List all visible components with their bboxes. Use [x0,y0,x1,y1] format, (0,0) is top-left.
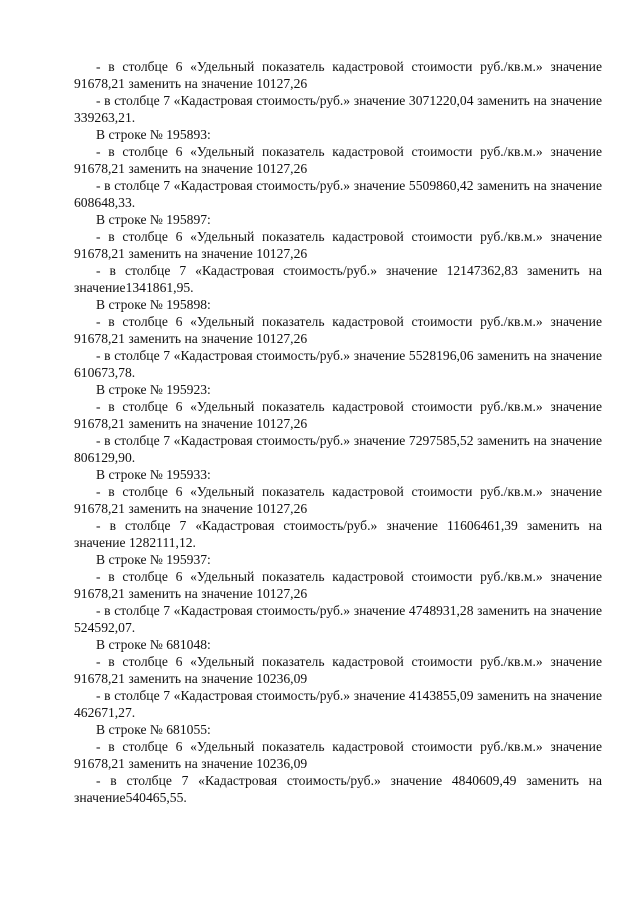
item-paragraph: - в столбце 6 «Удельный показатель кадастровой стоимости руб./кв.м.» значение 91678,21 заменить на значение 10127,26 [74,569,602,601]
item-paragraph: - в столбце 7 «Кадастровая стоимость/руб.» значение 11606461,39 заменить на значение 1282111,12. [74,518,602,550]
item-paragraph: - в столбце 7 «Кадастровая стоимость/руб.» значение 4143855,09 заменить на значение 462671,27. [74,688,602,720]
row-heading: В строке № 195893: [96,127,211,142]
item-paragraph: - в столбце 6 «Удельный показатель кадастровой стоимости руб./кв.м.» значение 91678,21 заменить на значение 10127,26 [74,144,602,176]
item-paragraph: - в столбце 7 «Кадастровая стоимость/руб.» значение 7297585,52 заменить на значение 806129,90. [74,433,602,465]
row-heading: В строке № 195897: [96,212,211,227]
item-paragraph: - в столбце 6 «Удельный показатель кадастровой стоимости руб./кв.м.» значение 91678,21 заменить на значение 10236,09 [74,739,602,771]
document-body [74,58,602,806]
item-paragraph: - в столбце 7 «Кадастровая стоимость/руб.» значение 5528196,06 заменить на значение 610673,78. [74,348,602,380]
row-heading: В строке № 681048: [96,637,211,652]
item-paragraph: - в столбце 7 «Кадастровая стоимость/руб.» значение 4840609,49 заменить на значение540465,55. [74,773,602,805]
item-paragraph: - в столбце 7 «Кадастровая стоимость/руб.» значение 5509860,42 заменить на значение 608648,33. [74,178,602,210]
row-heading: В строке № 195923: [96,382,211,397]
row-heading: В строке № 195898: [96,297,211,312]
item-paragraph: - в столбце 6 «Удельный показатель кадастровой стоимости руб./кв.м.» значение 91678,21 заменить на значение 10236,09 [74,654,602,686]
item-paragraph: - в столбце 6 «Удельный показатель кадастровой стоимости руб./кв.м.» значение 91678,21 заменить на значение 10127,26 [74,59,602,91]
item-paragraph: - в столбце 6 «Удельный показатель кадастровой стоимости руб./кв.м.» значение 91678,21 заменить на значение 10127,26 [74,314,602,346]
row-heading: В строке № 195937: [96,552,211,567]
item-paragraph: - в столбце 7 «Кадастровая стоимость/руб.» значение 12147362,83 заменить на значение1341861,95. [74,263,602,295]
item-paragraph: - в столбце 6 «Удельный показатель кадастровой стоимости руб./кв.м.» значение 91678,21 заменить на значение 10127,26 [74,229,602,261]
row-heading: В строке № 681055: [96,722,211,737]
item-paragraph: - в столбце 7 «Кадастровая стоимость/руб.» значение 4748931,28 заменить на значение 524592,07. [74,603,602,635]
row-heading: В строке № 195933: [96,467,211,482]
item-paragraph: - в столбце 6 «Удельный показатель кадастровой стоимости руб./кв.м.» значение 91678,21 заменить на значение 10127,26 [74,484,602,516]
item-paragraph: - в столбце 7 «Кадастровая стоимость/руб.» значение 3071220,04 заменить на значение 339263,21. [74,93,602,125]
item-paragraph: - в столбце 6 «Удельный показатель кадастровой стоимости руб./кв.м.» значение 91678,21 заменить на значение 10127,26 [74,399,602,431]
